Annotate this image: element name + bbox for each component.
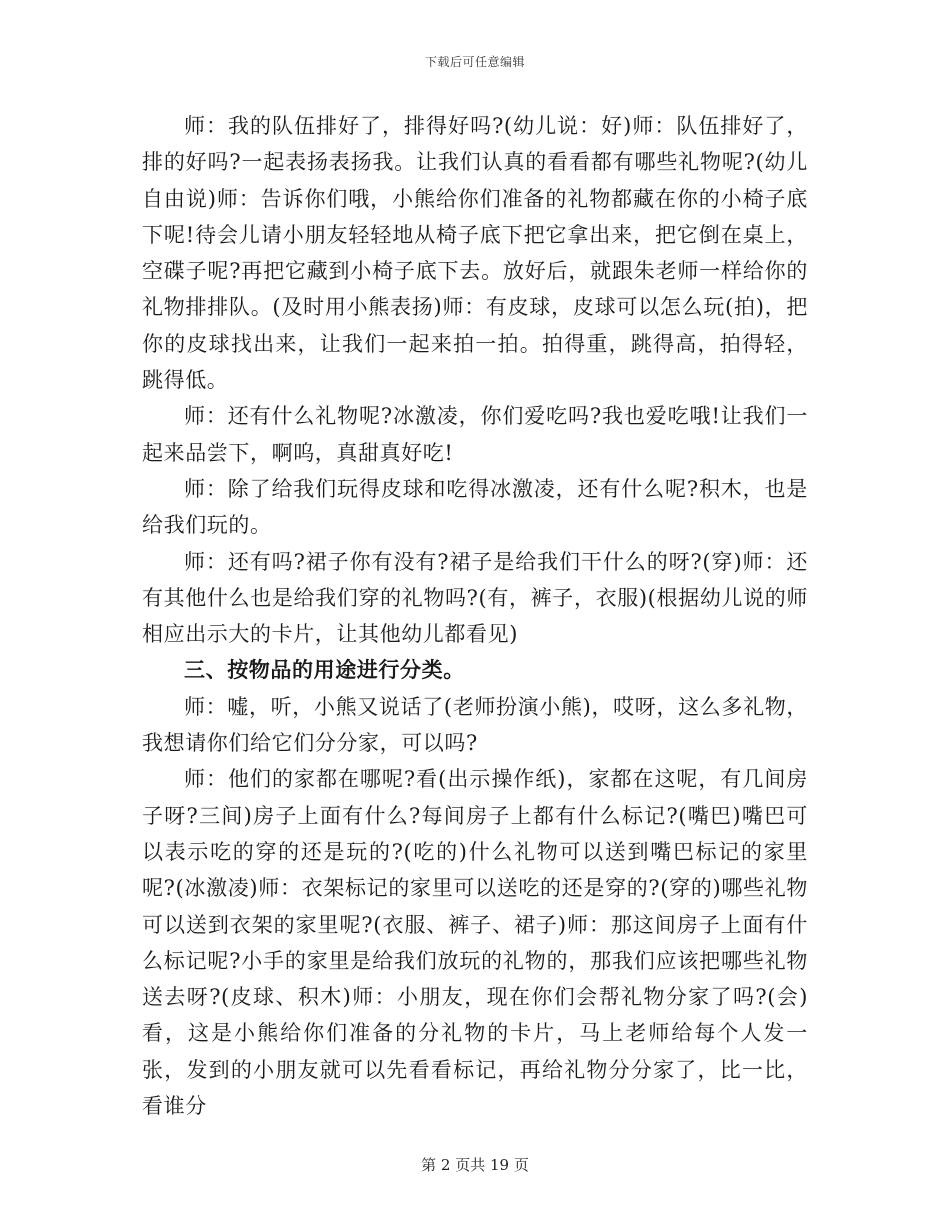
paragraph-ice-cream: 师：还有什么礼物呢?冰激凌，你们爱吃吗?我也爱吃哦!让我们一起来品尝下，啊呜，真甜真好吃!: [142, 404, 808, 465]
paragraph-blocks: 师：除了给我们玩得皮球和吃得冰激凌，还有什么呢?积木，也是给我们玩的。: [142, 476, 808, 538]
page-header: 下载后可任意编辑: [424, 55, 525, 69]
section-heading-classify: 三、按物品的用途进行分类。: [184, 657, 465, 683]
paragraph-queue-gifts: 师：我的队伍排好了，排得好吗?(幼儿说：好)师：队伍排好了，排的好吗?一起表扬表扬我。让我们认真的看看都有哪些礼物呢?(幼儿自由说)师：告诉你们哦，小熊给你们准备的礼物都藏在你的小椅子底下呢!待会儿请小朋友轻轻地从椅子底下把它拿出来，把它倒在桌上，空碟子呢?再把它藏到小椅子底下去。放好后，就跟朱老师一样给你的礼物排排队。(及时用小熊表扬)师：有皮球，皮球可以怎么玩(拍)，把你的皮球找出来，让我们一起来拍一拍。拍得重，跳得高，拍得轻，跳得低。: [142, 114, 808, 393]
page-footer: 第 2 页共 19 页: [421, 1156, 529, 1174]
paragraph-houses: 师：他们的家都在哪呢?看(出示操作纸)，家都在这呢，有几间房子呀?三间)房子上面有什么?每间房子上都有什么标记?(嘴巴)嘴巴可以表示吃的穿的还是玩的?(吃的)什么礼物可以送到嘴巴标记的家里呢?(冰激凌)师：衣架标记的家里可以送吃的还是穿的?(穿的)哪些礼物可以送到衣架的家里呢?(衣服、裤子、裙子)师：那这间房子上面有什么标记呢?小手的家里是给我们放玩的礼物的，那我们应该把哪些礼物送去呀?(皮球、积木)师：小朋友，现在你们会帮礼物分家了吗?(会)看，这是小熊给你们准备的分礼物的卡片，马上老师给每个人发一张，发到的小朋友就可以先看看标记，再给礼物分分家了，比一比，看谁分: [142, 767, 808, 1119]
document-body: [142, 108, 808, 1124]
paragraph-skirt: 师：还有吗?裙子你有没有?裙子是给我们干什么的呀?(穿)师：还有其他什么也是给我们穿的礼物吗?(有，裤子，衣服)(根据幼儿说的师相应出示大的卡片，让其他幼儿都看见): [142, 549, 808, 647]
paragraph-bear-speaks: 师：嘘，听，小熊又说话了(老师扮演小熊)，哎呀，这么多礼物，我想请你们给它们分分家，可以吗?: [142, 694, 808, 756]
